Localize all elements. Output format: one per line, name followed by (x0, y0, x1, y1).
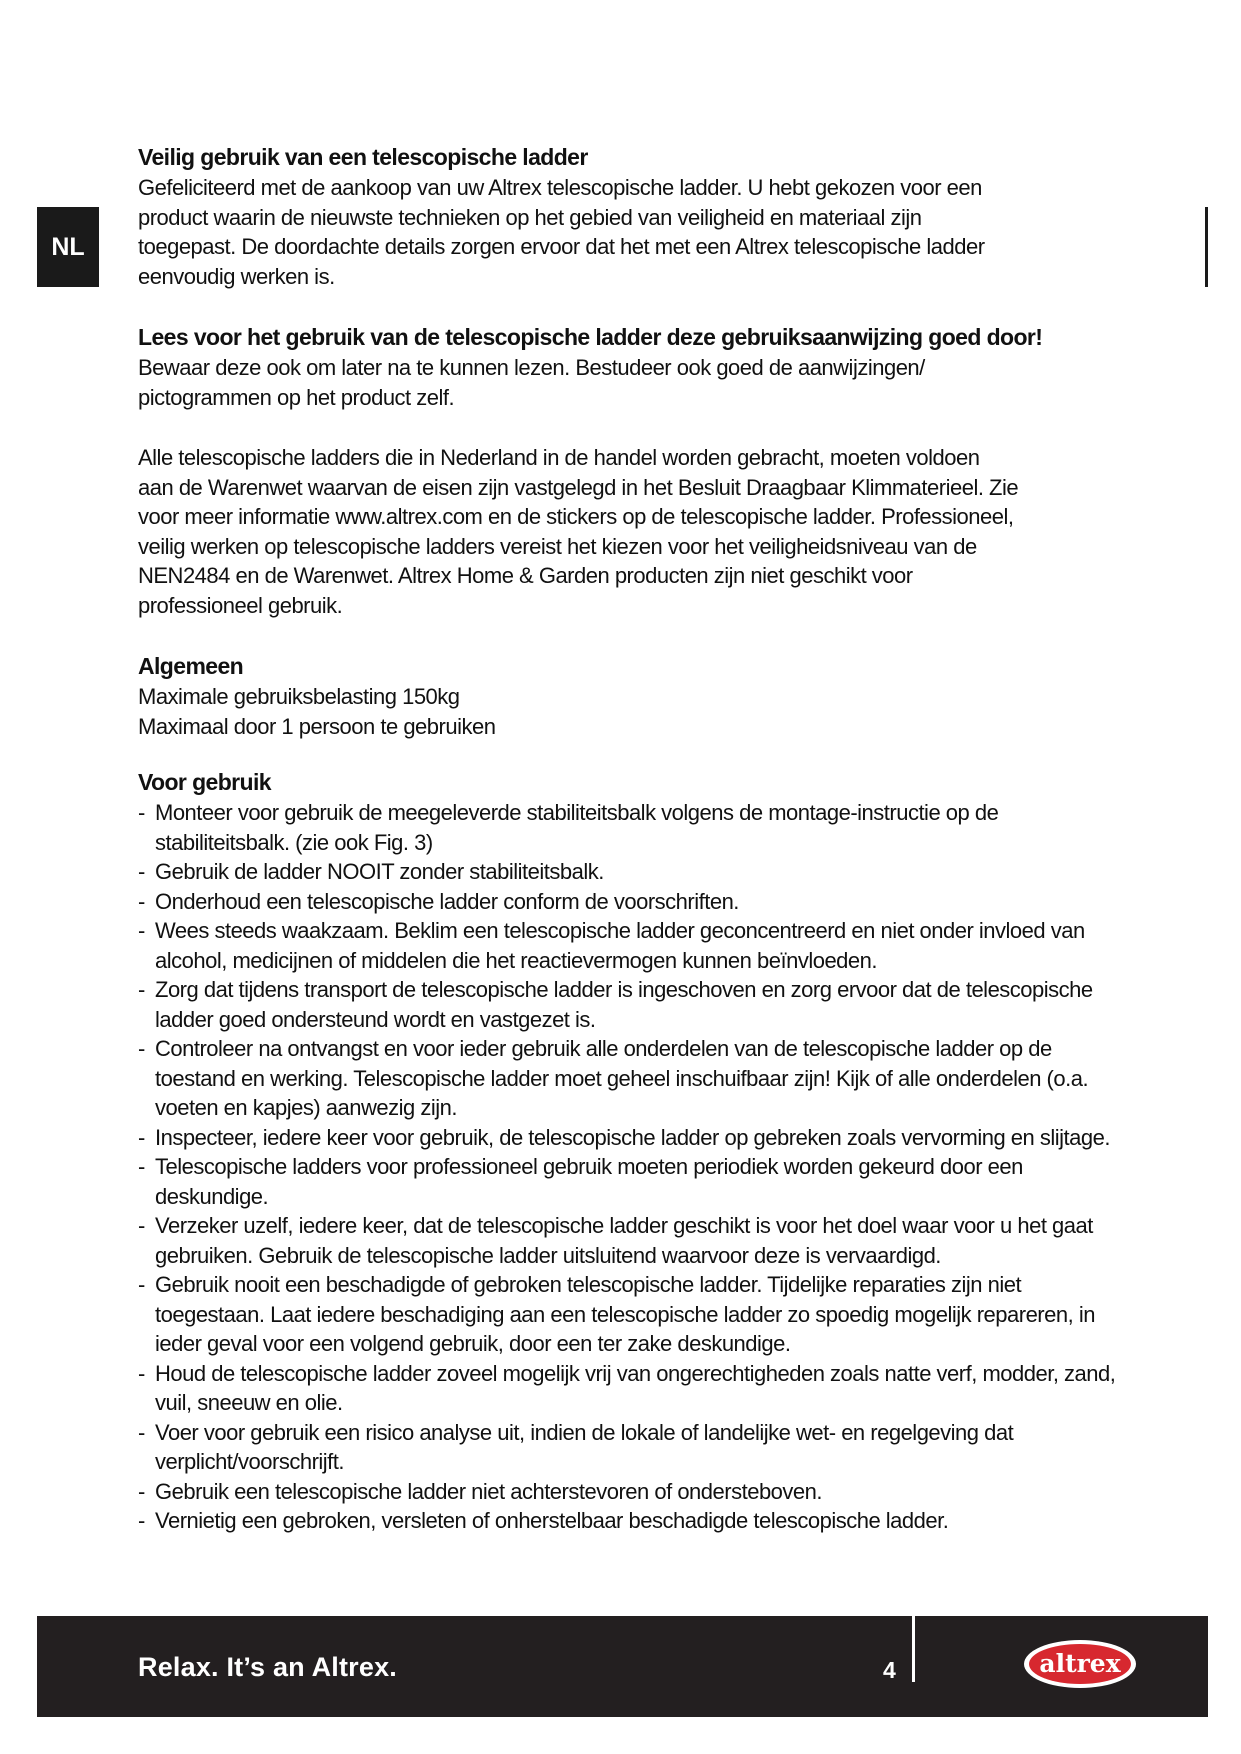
margin-rule (1205, 207, 1208, 287)
intro-heading: Veilig gebruik van een telescopische ladder (138, 144, 588, 170)
list-item: - Wees steeds waakzaam. Beklim een telescopische ladder geconcentreerd en niet onder invloed van alcohol, medicijnen of middelen die het reactievermogen kunnen beïnvloeden. (138, 916, 1118, 975)
regulation-line: veilig werken op telescopische ladders vereist het kiezen voor het veiligheidsniveau van de (138, 533, 977, 559)
general-line: Maximale gebruiksbelasting 150kg (138, 684, 460, 709)
list-item: - Gebruik een telescopische ladder niet achterstevoren of ondersteboven. (138, 1477, 1118, 1507)
list-item: - Vernietig een gebroken, versleten of onherstelbaar beschadigde telescopische ladder. (138, 1506, 1118, 1536)
manual-content (138, 142, 1118, 1536)
footer-slogan: Relax. It’s an Altrex. (138, 1652, 398, 1682)
list-item: - Onderhoud een telescopische ladder conform de voorschriften. (138, 887, 1118, 917)
regulation-line: professioneel gebruik. (138, 592, 343, 618)
list-item: - Controleer na ontvangst en voor ieder gebruik alle onderdelen van de telescopische ladder op de toestand en werking. Telescopische ladder moet geheel inschuifbaar zijn! Kijk of alle onderdelen (o.a. voeten en kapjes) aanwezig zijn. (138, 1034, 1118, 1123)
before-use-heading: Voor gebruik (138, 769, 271, 795)
regulation-line: NEN2484 en de Warenwet. Altrex Home & Garden producten zijn niet geschikt voor (138, 563, 913, 588)
regulation-line: Alle telescopische ladders die in Nederland in de handel worden gebracht, moeten voldoen (138, 445, 980, 470)
language-tab: NL (37, 207, 99, 287)
intro-line: toegepast. De doordachte details zorgen ervoor dat het met een Altrex telescopische ladder (138, 234, 985, 259)
intro-line: Gefeliciteerd met de aankoop van uw Altrex telescopische ladder. U hebt gekozen voor een (138, 175, 982, 200)
read-first-line: Bewaar deze ook om later na te kunnen lezen. Bestudeer ook goed de aanwijzingen/ (138, 355, 925, 380)
regulation-line: voor meer informatie www.altrex.com en de stickers op de telescopische ladder. Professioneel, (138, 504, 1014, 529)
footer-bar (37, 1616, 1208, 1717)
logo-text: altrex (1039, 1649, 1121, 1678)
before-use-list (138, 798, 1118, 1536)
list-item: - Gebruik de ladder NOOIT zonder stabiliteitsbalk. (138, 857, 1118, 887)
page-number: 4 (883, 1657, 896, 1683)
altrex-logo (1022, 1638, 1138, 1690)
general-heading: Algemeen (138, 653, 244, 679)
general-line: Maximaal door 1 persoon te gebruiken (138, 713, 496, 739)
intro-line: eenvoudig werken is. (138, 263, 335, 289)
intro-line: product waarin de nieuwste technieken op het gebied van veiligheid en materiaal zijn (138, 204, 922, 230)
footer-divider (912, 1616, 915, 1682)
read-first-line: pictogrammen op het product zelf. (138, 384, 455, 410)
list-item: - Telescopische ladders voor professioneel gebruik moeten periodiek worden gekeurd door een deskundige. (138, 1152, 1118, 1211)
list-item: - Verzeker uzelf, iedere keer, dat de telescopische ladder geschikt is voor het doel waar voor u het gaat gebruiken. Gebruik de telescopische ladder uitsluitend waarvoor deze is vervaardigd. (138, 1211, 1118, 1270)
list-item: - Monteer voor gebruik de meegeleverde stabiliteitsbalk volgens de montage-instructie op de stabiliteitsbalk. (zie ook Fig. 3) (138, 798, 1118, 857)
list-item: - Gebruik nooit een beschadigde of gebroken telescopische ladder. Tijdelijke reparaties zijn niet toegestaan. Laat iedere beschadiging aan een telescopische ladder zo spoedig mogelijk repareren, in ieder geval voor een volgend gebruik, door een ter zake deskundige. (138, 1270, 1118, 1359)
list-item: - Voer voor gebruik een risico analyse uit, indien de lokale of landelijke wet- en regelgeving dat verplicht/voorschrijft. (138, 1418, 1118, 1477)
read-first-heading: Lees voor het gebruik van de telescopische ladder deze gebruiksaanwijzing goed door! (138, 324, 1043, 350)
list-item: - Zorg dat tijdens transport de telescopische ladder is ingeschoven en zorg ervoor dat de telescopische ladder goed ondersteund wordt en vastgezet is. (138, 975, 1118, 1034)
list-item: - Inspecteer, iedere keer voor gebruik, de telescopische ladder op gebreken zoals vervorming en slijtage. (138, 1123, 1118, 1153)
regulation-line: aan de Warenwet waarvan de eisen zijn vastgelegd in het Besluit Draagbaar Klimmaterieel. Zie (138, 474, 1019, 500)
list-item: - Houd de telescopische ladder zoveel mogelijk vrij van ongerechtigheden zoals natte verf, modder, zand, vuil, sneeuw en olie. (138, 1359, 1118, 1418)
